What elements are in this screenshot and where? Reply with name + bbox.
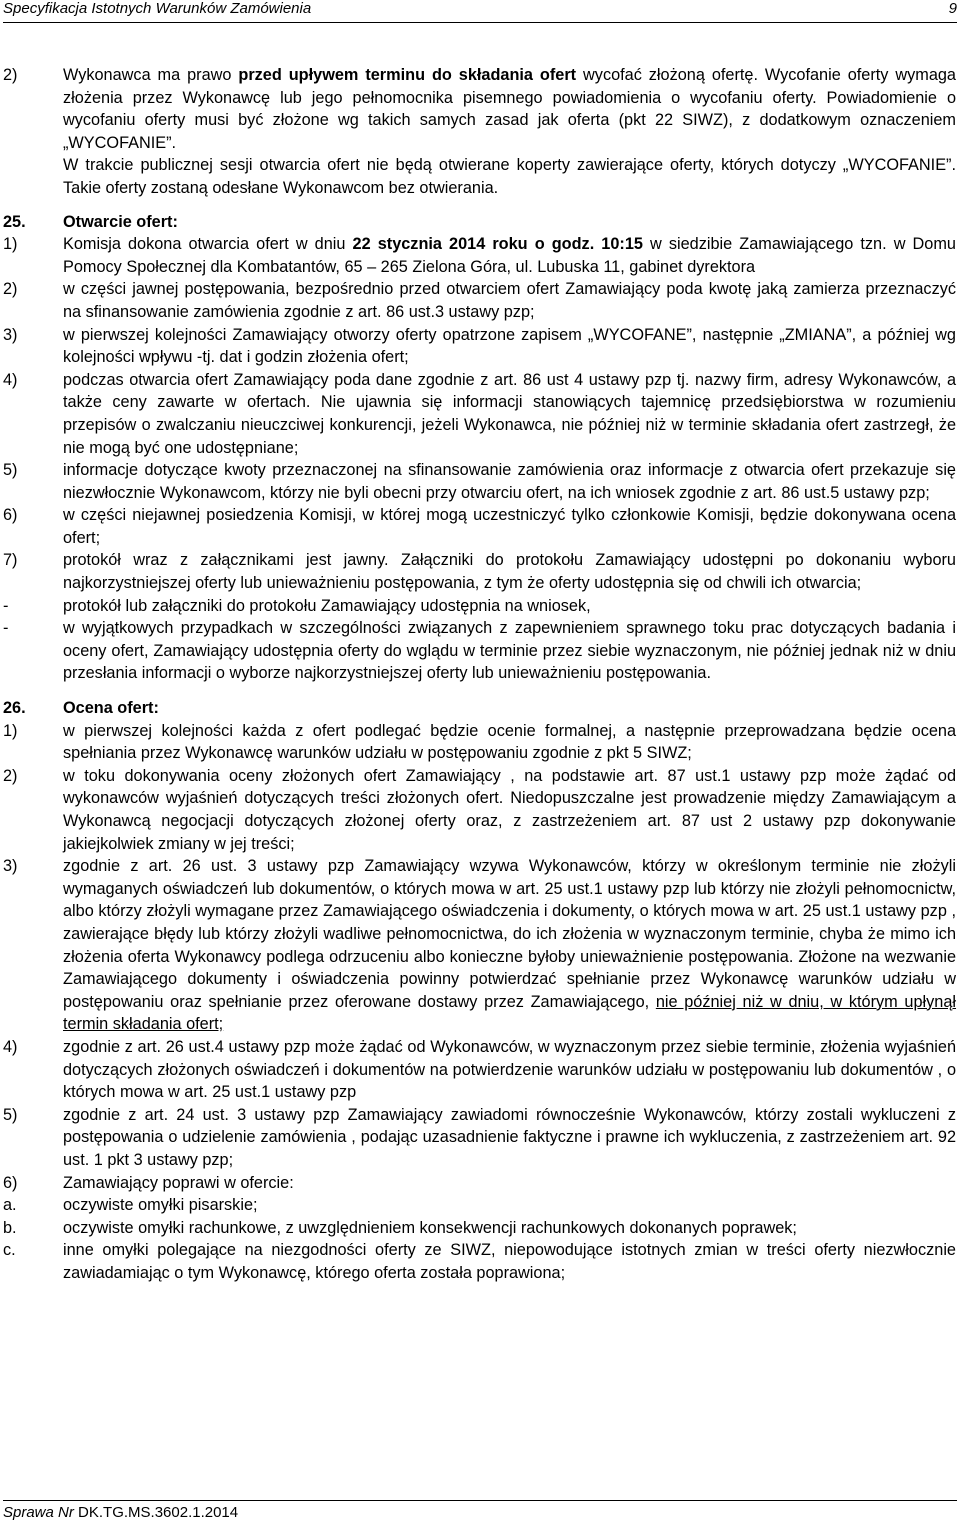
item-text: w toku dokonywania oceny złożonych ofert Zamawiający , na podstawie art. 87 ust.1 ustawy pzp może żądać od wykonawców wyjaśnień dotyczących treści złożonych ofert. Niedopuszczalne jest prowadzenie między Zamawiającym a Wykonawcą negocjacji dotyczących złożonej oferty oraz, z zastrzeżeniem art. 87 ust 2 ustawy pzp dokonywanie jakiejkolwiek zmiany w jej treści; (63, 766, 956, 853)
list-item (3, 459, 956, 504)
item-text: w pierwszej kolejności każda z ofert podlegać będzie ocenie formalnej, a następnie przeprowadzana będzie ocena spełniania przez Wykonawcę warunków udziału w postępowaniu zgodnie z pkt 5 SIWZ; (63, 721, 956, 763)
list-item (3, 233, 956, 278)
bold-text-run: przed upływem terminu do składania ofert (238, 66, 577, 84)
list-item (3, 1036, 956, 1104)
item-letter: b. (3, 1218, 17, 1237)
list-item (3, 1172, 956, 1195)
item-text: protokół wraz z załącznikami jest jawny. Załączniki do protokołu Zamawiający udostępni po dokonaniu wyboru najkorzystniejszej oferty lub unieważnieniu postępowania, z tym że oferty udostępnia się od chwili ich otwarcia; (63, 551, 956, 593)
section-title: Ocena ofert: (63, 699, 159, 718)
item-number: 3) (3, 325, 18, 344)
list-item (3, 1239, 956, 1284)
spacer (3, 200, 956, 211)
list-item (3, 324, 956, 369)
item-text: protokół lub załączniki do protokołu Zamawiający udostępnia na wniosek, (63, 596, 591, 615)
item-text (63, 855, 956, 1036)
section-number: 26. (3, 699, 26, 718)
item-text (63, 64, 956, 200)
text-run: w siedzibie Zamawiającego tzn. w Domu Pomocy Społecznej dla Kombatantów, 65 – 265 Zielona Góra, ul. Lubuska 11, gabinet dyrektora (63, 235, 956, 276)
underlined-text-run: upłynął termin składania ofert; (63, 992, 957, 1034)
list-item (3, 617, 956, 685)
item-number: 2) (3, 280, 18, 299)
item-text: inne omyłki polegające na niezgodności oferty ze SIWZ, niepowodujące istotnych zmian w treści oferty niezwłocznie zawiadamiając o tym Wykonawcę, którego oferta została poprawiona; (63, 1241, 956, 1282)
list-item (3, 549, 956, 594)
item-text: informacje dotyczące kwoty przeznaczonej na sfinansowanie zamówienia oraz informacje z otwarcia ofert przekazuje się niezwłocznie Wykonawcom, którzy nie byli obecni przy otwarciu ofert, na ich wniosek zgodnie z art. 86 ust.5 ustawy pzp; (63, 461, 956, 502)
list-item (3, 595, 956, 618)
page-footer (3, 1500, 957, 1521)
section-title: Otwarcie ofert: (63, 212, 178, 231)
list-item (3, 1217, 956, 1240)
document-body (3, 64, 956, 1284)
document-title: Specyfikacja Istotnych Warunków Zamówienia (3, 0, 312, 17)
list-item (3, 855, 956, 1036)
item-text: oczywiste omyłki pisarskie; (63, 1196, 258, 1215)
item-number: 5) (3, 461, 18, 480)
item-text: zgodnie z art. 24 ust. 3 ustawy pzp Zamawiający zawiadomi równocześnie Wykonawców, którzy zostali wykluczeni z postępowania o udzielenie zamówienia , podając uzasadnienie faktyczne i prawne ich wykluczenia, z zastrzeżeniem art. 92 ust. 1 pkt 3 ustawy pzp; (63, 1105, 956, 1169)
list-item (3, 369, 956, 459)
item-number: 2) (3, 766, 18, 785)
item-text: oczywiste omyłki rachunkowe, z uwzględnieniem konsekwencji rachunkowych dokonanych poprawek; (63, 1218, 797, 1237)
list-item (3, 1104, 956, 1172)
item-text: podczas otwarcia ofert Zamawiający poda dane zgodnie z art. 86 ust 4 ustawy pzp tj. nazwy firm, adresy Wykonawców, a także ceny zawarte w ofertach. Nie ujawnia się informacji stanowiących tajemnicę przedsiębiorstwa w rozumieniu przepisów o zwalczaniu nieuczciwej konkurencji, jeżeli Wykonawca, nie później niż w terminie składania ofert zastrzegł, że nie mogą być one udostępniane; (63, 370, 956, 457)
footer-label: Sprawa Nr (3, 1504, 74, 1521)
item-number: 6) (3, 506, 18, 525)
text-run: wycofać złożoną ofertę. Wycofanie oferty wymaga złożenia przez Wykonawcę lub jego pełnomocnika pisemnego powiadomienia o wycofaniu oferty. Powiadomienie o wycofaniu oferty musi być złożone wg takich samych zasad jak oferta (pkt 22 SIWZ), z dodatkowym oznaczeniem „WYCOFANIE”. (63, 66, 956, 152)
item-number: 2) (3, 66, 18, 84)
list-item (3, 765, 956, 855)
item-number: 5) (3, 1105, 18, 1124)
spacer (3, 685, 956, 697)
item-number: 4) (3, 370, 18, 389)
item-text (63, 233, 956, 278)
text-run: zgodnie z art. 26 ust. 3 ustawy pzp Zamawiający wzywa Wykonawców, którzy w określonym terminie nie złożyli wymaganych oświadczeń lub dokumentów, o których mowa w art. 25 ust.1 ustawy pzp lub którzy nie złożyli pełnomocnictw, albo którzy złożyli wymagane przez Zamawiającego oświadczenia i dokumenty, o których mowa w art. 25 ust.1 ustawy pzp , zawierające błędy lub którzy złożyli wadliwe pełnomocnictwa, do ich złożenia w wyznaczonym terminie, chyba że mimo ich złożenia oferta Wykonawcy podlega odrzuceniu albo konieczne byłoby unieważnienie postępowania. Złożone na wezwanie Zamawiającego dokumenty i oświadczenia powinny potwierdzać spełnianie przez Wykonawcę warunków udziału w postępowaniu oraz spełnianie przez oferowane dostawy przez Zamawiającego, (63, 857, 956, 1011)
item-number: 1) (3, 235, 18, 254)
item-text: w części niejawnej posiedzenia Komisji, w której mogą uczestniczyć tylko członkowie Komisji, będzie dokonywana ocena ofert; (63, 506, 956, 547)
list-item (3, 278, 956, 323)
item-text: w części jawnej postępowania, bezpośrednio przed otwarciem ofert Zamawiający poda kwotę jaką zamierza przeznaczyć na sfinansowanie zamówienia zgodnie z art. 86 ust.3 ustawy pzp; (63, 280, 956, 321)
underlined-text-run: nie później niż w dniu, w którym (655, 992, 905, 1011)
list-item (3, 1194, 956, 1217)
list-item (3, 720, 956, 765)
item-number: 6) (3, 1173, 18, 1192)
item-letter: c. (3, 1241, 16, 1260)
item-number: 1) (3, 721, 18, 740)
bold-text-run: 22 stycznia 2014 roku o godz. 10:15 (352, 235, 643, 254)
item-text: Zamawiający poprawi w ofercie: (63, 1173, 294, 1192)
text-run: Wykonawca ma prawo (63, 66, 239, 84)
item-number: 3) (3, 857, 18, 876)
section-heading (3, 211, 956, 234)
text-run: Komisja dokona otwarcia ofert w dniu (63, 235, 353, 254)
item-number: 7) (3, 551, 18, 570)
item-text: zgodnie z art. 26 ust.4 ustawy pzp może żądać od Wykonawców, w wyznaczonym przez siebie terminie, złożenia wyjaśnień dotyczących złożonych oświadczeń i dokumentów na potwierdzenie warunków udziału w postępowaniu lub dokumentów , o których mowa w art. 25 ust.1 ustawy pzp (63, 1037, 956, 1102)
page-header (3, 0, 957, 23)
text-run: W trakcie publicznej sesji otwarcia ofert nie będą otwierane koperty zawierające oferty, których dotyczy „WYCOFANIE”. Takie oferty zostaną odesłane Wykonawcom bez otwierania. (63, 156, 956, 197)
item-letter: a. (3, 1196, 17, 1215)
item-text: w wyjątkowych przypadkach w szczególności związanych z zapewnieniem sprawnego toku prac dotyczących badania i oceny ofert, Zamawiający udostępnia oferty do wglądu w terminie przez siebie wyznaczonym, nie później jednak niż w dniu przesłania informacji o wyborze najkorzystniejszej oferty lub unieważnieniu postępowania. (63, 619, 956, 683)
item-text: w pierwszej kolejności Zamawiający otworzy oferty opatrzone zapisem „WYCOFANE”, następnie „ZMIANA”, a później wg kolejności wpływu -tj. dat i godzin złożenia ofert; (63, 325, 956, 367)
list-item (3, 504, 956, 549)
page-number: 9 (948, 0, 957, 17)
item-bullet: - (3, 619, 9, 638)
item-number: 4) (3, 1037, 18, 1056)
section-heading (3, 697, 956, 720)
item-bullet: - (3, 596, 9, 615)
case-number: DK.TG.MS.3602.1.2014 (78, 1504, 239, 1521)
list-item (3, 64, 956, 200)
section-number: 25. (3, 212, 26, 231)
